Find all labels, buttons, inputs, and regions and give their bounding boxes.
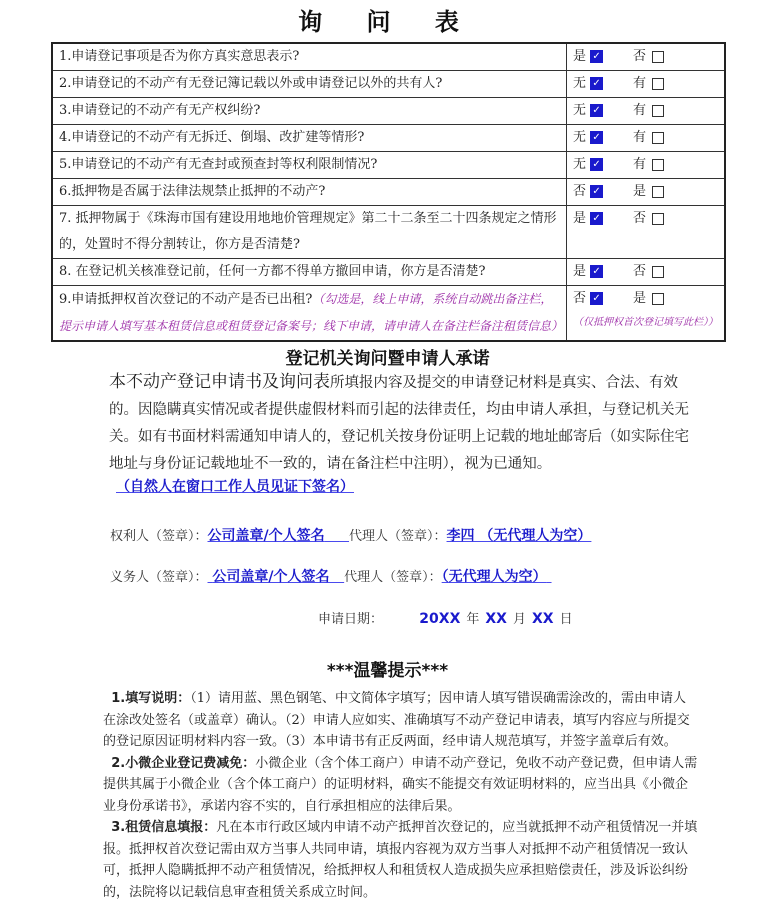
unchecked-option-label: 否 [633, 49, 647, 64]
answer-cell [567, 179, 726, 206]
checked-checkbox-icon[interactable]: ✓ [590, 185, 603, 198]
checked-option-label: 无 [573, 130, 587, 145]
question-number: 9. [59, 292, 72, 307]
question-number: 4. [59, 130, 72, 145]
answer-cell [567, 125, 726, 152]
unchecked-option-label: 否 [633, 211, 647, 226]
question-text-cell [52, 152, 567, 179]
question-text-cell [52, 125, 567, 152]
unchecked-checkbox-icon[interactable] [652, 78, 664, 90]
question-row [52, 206, 725, 259]
question-row [52, 152, 725, 179]
question-number: 7. [59, 211, 72, 226]
question-row [52, 125, 725, 152]
question-text: 申请登记的不动产有无查封或预查封等权利限制情况? [71, 157, 378, 172]
rights-holder-label: 权利人（签章）： [110, 529, 208, 544]
date-month[interactable]: XX [485, 611, 507, 627]
question-text-cell [52, 98, 567, 125]
question-text: 申请登记的不动产有无产权纠纷? [71, 103, 261, 118]
question-text-cell [52, 286, 567, 342]
promise-lead: 本不动产登记申请书及询问表 [109, 372, 330, 392]
checked-option-label: 是 [573, 49, 587, 64]
tip-item [103, 688, 699, 753]
rights-holder-signature-field[interactable]: 公司盖章/个人签名 [207, 528, 325, 544]
rights-holder-signature-row [110, 525, 591, 545]
promise-body: 所填报内容及提交的申请登记材料是真实、合法、有效的。因隐瞒真实情况或者提供虚假材料而引起的法律责任，均由申请人承担，与登记机关无关。如有书面材料需通知申请人的，登记机关按身份证明上记载的地址邮寄后（如实际住宅地址与身份证记载地址不一致的，请在备注栏中注明），视为已通知。 [109, 375, 689, 472]
unchecked-option-label: 有 [633, 130, 647, 145]
unchecked-checkbox-icon[interactable] [652, 186, 664, 198]
question-number: 1. [59, 49, 72, 64]
date-label: 申请日期： [318, 612, 384, 627]
question-text-cell [52, 259, 567, 286]
question-text: 申请登记的不动产有无拆迁、倒塌、改扩建等情形? [71, 130, 365, 145]
tip-label: 2.小微企业登记费减免： [111, 755, 256, 771]
unchecked-option-label: 有 [633, 157, 647, 172]
question-number: 8. [59, 264, 72, 279]
witness-note: （自然人在窗口工作人员见证下签名） [116, 479, 354, 495]
rights-agent-label: 代理人（签章）： [349, 529, 447, 544]
unchecked-checkbox-icon[interactable] [652, 293, 664, 305]
question-note: （勾选是，线上申请，系统自动跳出备注栏，提示申请人填写基本租赁信息或租赁登记备案号；线下申请，请申请人在备注栏备注租赁信息） [59, 292, 564, 333]
tip-text: （1）请用蓝、黑色钢笔、中文简体字填写；因申请人填写错误确需涂改的，需由申请人在涂改处签名（或盖章）确认。（2）申请人应如实、准确填写不动产登记申请表，填写内容应与所提交的登记原因证明材料内容一致。（3）本申请书有正反两面，经申请人规范填写，并签字盖章后有效。 [103, 691, 690, 749]
answer-note: （仅抵押权首次登记填写此栏）） [573, 317, 718, 328]
tip-label: 1.填写说明： [111, 691, 191, 706]
checked-option-label: 否 [573, 291, 587, 306]
question-text-cell [52, 179, 567, 206]
checked-option-label: 否 [573, 184, 587, 199]
question-text-cell [52, 43, 567, 71]
question-text: 抵押物是否属于法律法规禁止抵押的不动产? [71, 184, 326, 199]
unchecked-checkbox-icon[interactable] [652, 266, 664, 278]
answer-cell [567, 43, 726, 71]
question-text: 在登记机关核准登记前，任何一方都不得单方撤回申请，你方是否清楚? [71, 264, 486, 279]
checked-option-label: 无 [573, 157, 587, 172]
question-row [52, 259, 725, 286]
question-row [52, 43, 725, 71]
checked-checkbox-icon[interactable]: ✓ [590, 265, 603, 278]
rights-agent-signature-field[interactable]: 李四 （无代理人为空） [446, 528, 592, 544]
question-number: 2. [59, 76, 72, 91]
checked-checkbox-icon[interactable]: ✓ [590, 158, 603, 171]
unchecked-checkbox-icon[interactable] [652, 159, 664, 171]
tips-title: ***温馨提示*** [326, 661, 449, 681]
checked-option-label: 是 [573, 264, 587, 279]
application-date [318, 608, 573, 627]
checked-checkbox-icon[interactable]: ✓ [590, 292, 603, 305]
checked-option-label: 是 [573, 211, 587, 226]
question-number: 5. [59, 157, 72, 172]
form-title: 询 问 表 [298, 8, 477, 36]
obligor-agent-signature-field[interactable]: （无代理人为空） [441, 569, 547, 585]
tip-text: 小微企业（含个体工商户）申请不动产登记，免收不动产登记费，但申请人需提供其属于小微企业（含个体工商户）的证明材料，确实不能提交有效证明材料的，应当出具《小微企业身份承诺书》，承诺内容不实的，自行承担相应的法律后果。 [103, 755, 698, 814]
unchecked-option-label: 是 [633, 184, 647, 199]
question-number: 6. [59, 184, 72, 199]
question-row [52, 71, 725, 98]
month-unit: 月 [512, 612, 526, 627]
question-text: 申请抵押权首次登记的不动产是否已出租? [71, 292, 313, 307]
answer-cell [567, 206, 726, 259]
obligor-label: 义务人（签章）： [110, 570, 208, 585]
obligor-signature-row [110, 566, 552, 586]
checked-checkbox-icon[interactable]: ✓ [590, 131, 603, 144]
tips-section [103, 688, 699, 903]
tip-text: 凡在本市行政区域内申请不动产抵押首次登记的，应当就抵押不动产租赁情况一并填报。抵押权首次登记需由双方当事人共同申请，填报内容视为双方当事人对抵押不动产租赁情况一致认可，抵押人隐瞒抵押不动产租赁情况，给抵押权人和租赁权人造成损失应承担赔偿责任，涉及诉讼纠纷的，法院将以记载信息审查租赁关系成立时间。 [103, 820, 698, 900]
unchecked-checkbox-icon[interactable] [652, 213, 664, 225]
question-number: 3. [59, 103, 72, 118]
question-row [52, 98, 725, 125]
unchecked-option-label: 否 [633, 264, 647, 279]
date-year[interactable]: 20XX [419, 611, 461, 627]
answer-cell [567, 286, 726, 342]
checked-checkbox-icon[interactable]: ✓ [590, 50, 603, 63]
question-row [52, 179, 725, 206]
tip-label: 3.租赁信息填报： [111, 820, 217, 835]
checked-checkbox-icon[interactable]: ✓ [590, 212, 603, 225]
unchecked-option-label: 是 [633, 291, 647, 306]
unchecked-option-label: 有 [633, 76, 647, 91]
checked-option-label: 无 [573, 76, 587, 91]
question-text: 抵押物属于《珠海市国有建设用地地价管理规定》第二十二条至二十四条规定之情形的，处置时不得分割转让，你方是否清楚? [59, 211, 557, 252]
obligor-signature-field[interactable]: 公司盖章/个人签名 [212, 569, 330, 585]
date-day[interactable]: XX [532, 611, 554, 627]
answer-cell [567, 98, 726, 125]
answer-cell [567, 71, 726, 98]
tip-item [103, 753, 699, 818]
question-text: 申请登记的不动产有无登记簿记载以外或申请登记以外的共有人? [71, 76, 443, 91]
question-text: 申请登记事项是否为你方真实意思表示? [71, 49, 300, 64]
checked-option-label: 无 [573, 103, 587, 118]
promise-title: 登记机关询问暨申请人承诺 [285, 349, 490, 369]
question-text-cell [52, 206, 567, 259]
answer-cell [567, 259, 726, 286]
checked-checkbox-icon[interactable]: ✓ [590, 104, 603, 117]
checked-checkbox-icon[interactable]: ✓ [590, 77, 603, 90]
year-unit: 年 [466, 612, 480, 627]
question-text-cell [52, 71, 567, 98]
promise-paragraph [109, 369, 689, 478]
answer-cell [567, 152, 726, 179]
unchecked-checkbox-icon[interactable] [652, 105, 664, 117]
unchecked-option-label: 有 [633, 103, 647, 118]
obligor-agent-label: 代理人（签章）： [344, 570, 442, 585]
question-row [52, 286, 725, 342]
inquiry-table [51, 42, 726, 342]
tip-item [103, 817, 699, 903]
unchecked-checkbox-icon[interactable] [652, 132, 664, 144]
day-unit: 日 [559, 612, 573, 627]
unchecked-checkbox-icon[interactable] [652, 51, 664, 63]
